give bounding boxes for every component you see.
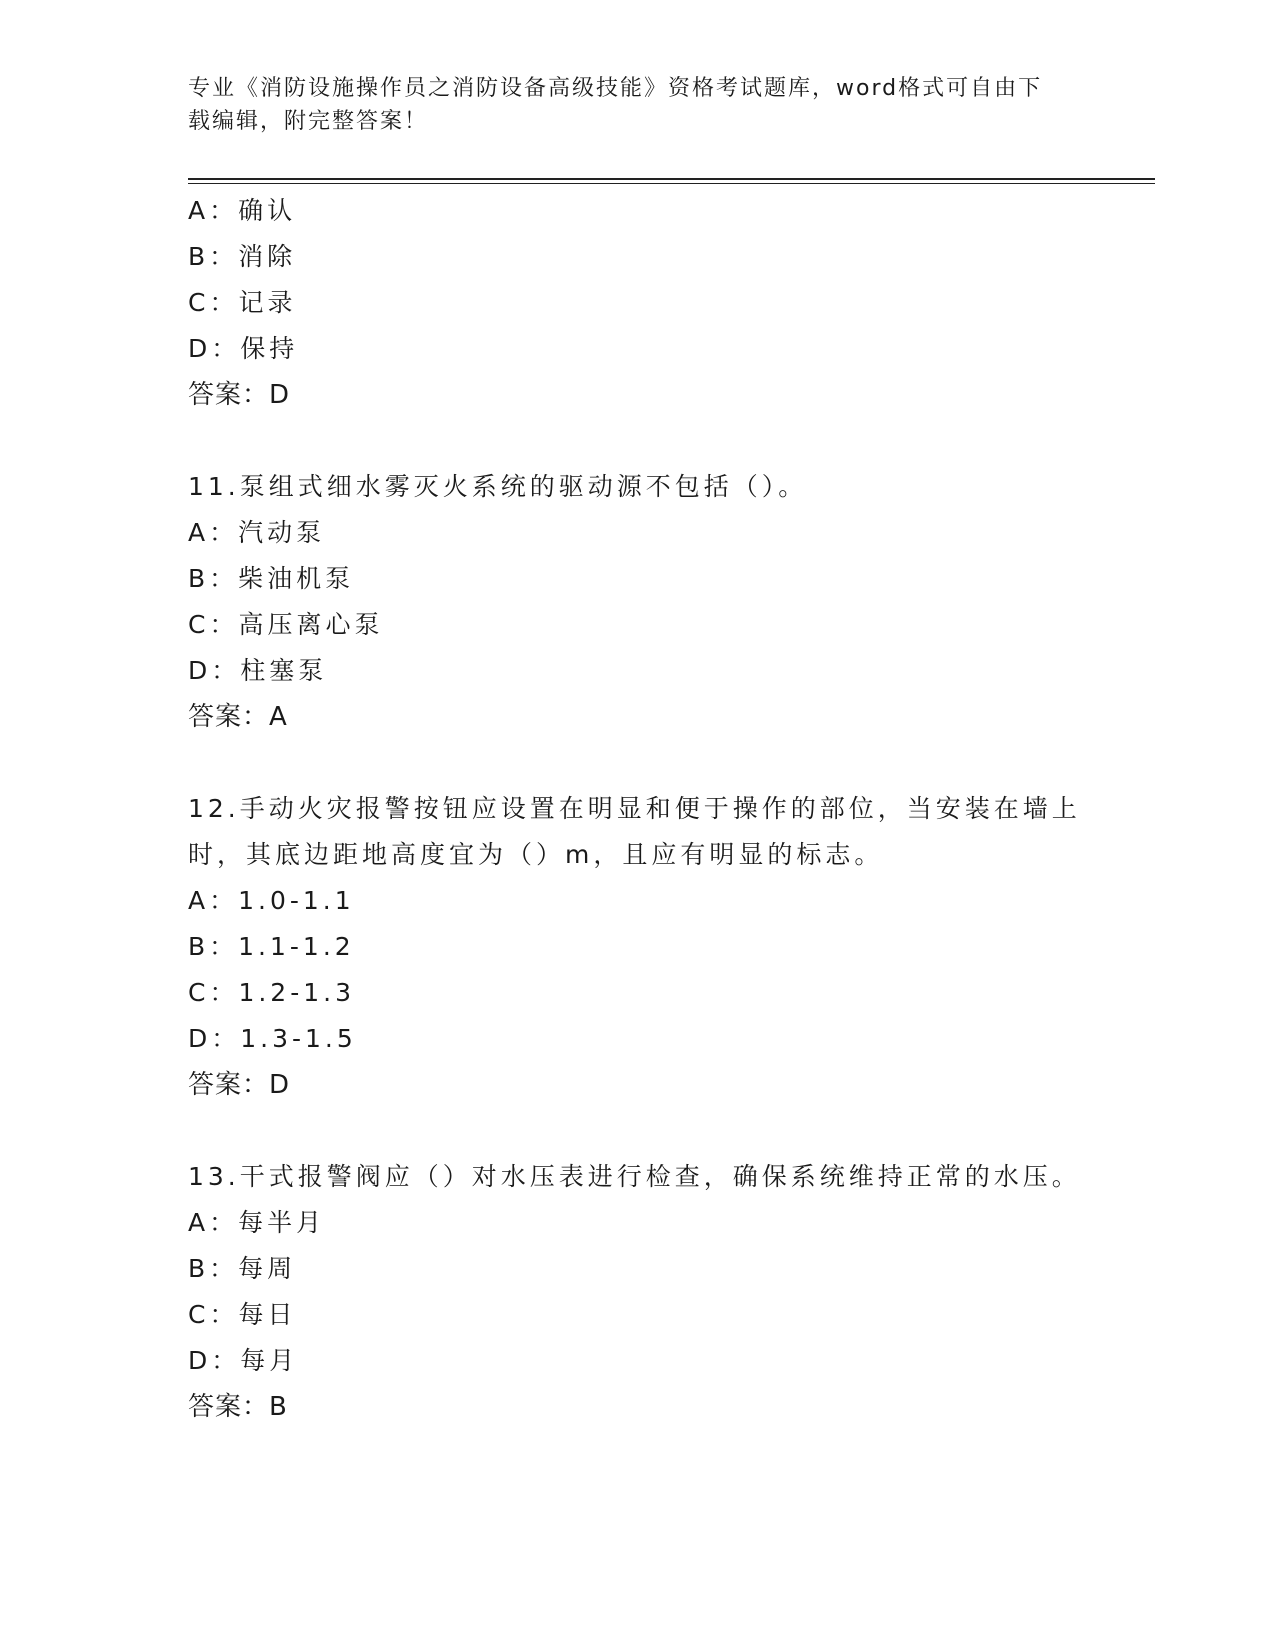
option-b: B：每周: [188, 1254, 297, 1283]
spacer: [188, 1108, 1088, 1154]
question-block-11: [188, 464, 1088, 740]
question-stem: 11.泵组式细水雾灭火系统的驱动源不包括（）。: [188, 472, 808, 501]
header-title-line-1: 专业《消防设施操作员之消防设备高级技能》资格考试题库，word格式可自由下: [188, 76, 1043, 101]
header-divider-thick: [188, 178, 1155, 180]
question-block-10: [188, 188, 1088, 418]
option-b: B：消除: [188, 242, 297, 271]
document-header: [188, 72, 1088, 138]
answer-line: 答案：B: [188, 1392, 288, 1422]
option-a: A：确认: [188, 196, 297, 225]
question-stem-line-2: 时，其底边距地高度宜为（）m，且应有明显的标志。: [188, 840, 884, 869]
option-c: C：记录: [188, 288, 297, 317]
option-a: A：汽动泵: [188, 518, 326, 547]
option-b: B：1.1-1.2: [188, 932, 355, 961]
spacer: [188, 740, 1088, 786]
header-title-line-2: 载编辑，附完整答案！: [188, 109, 429, 134]
option-d: D：1.3-1.5: [188, 1024, 357, 1053]
answer-line: 答案：D: [188, 1070, 291, 1100]
answer-line: 答案：A: [188, 702, 288, 732]
option-b: B：柴油机泵: [188, 564, 355, 593]
answer-line: 答案：D: [188, 380, 291, 410]
question-stem: 13.干式报警阀应（）对水压表进行检查，确保系统维持正常的水压。: [188, 1162, 1081, 1191]
question-block-13: [188, 1154, 1088, 1430]
question-block-12: [188, 786, 1088, 1108]
question-list: [188, 188, 1088, 1430]
option-c: C：高压离心泵: [188, 610, 384, 639]
option-c: C：每日: [188, 1300, 297, 1329]
question-stem-line-1: 12.手动火灾报警按钮应设置在明显和便于操作的部位，当安装在墙上: [188, 794, 1081, 823]
header-divider-thin: [188, 183, 1155, 184]
option-d: D：每月: [188, 1346, 299, 1375]
option-a: A：每半月: [188, 1208, 326, 1237]
option-d: D：保持: [188, 334, 299, 363]
option-d: D：柱塞泵: [188, 656, 328, 685]
spacer: [188, 418, 1088, 464]
option-c: C：1.2-1.3: [188, 978, 355, 1007]
option-a: A：1.0-1.1: [188, 886, 355, 915]
